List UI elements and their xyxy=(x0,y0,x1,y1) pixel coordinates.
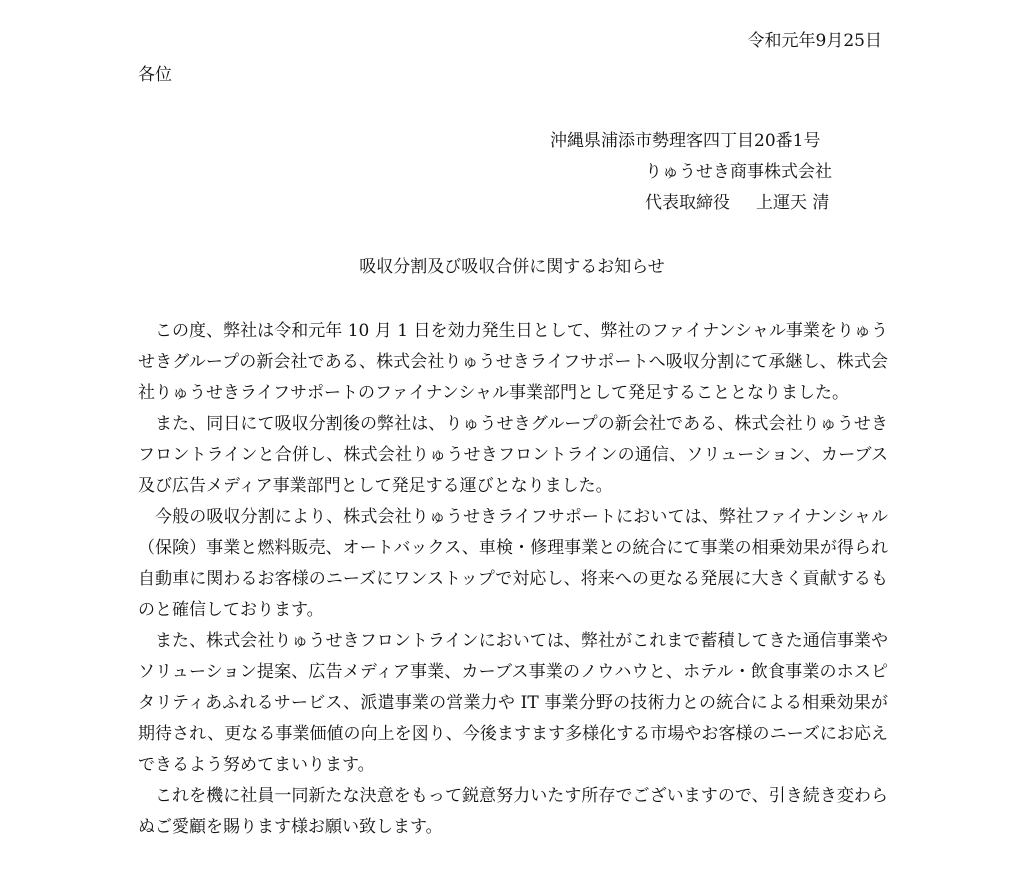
body-paragraph-5: これを機に社員一同新たな決意をもって鋭意努力いたす所存でございますので、引き続き変わらぬご愛顧を賜ります様お願い致します。 xyxy=(138,786,888,837)
representative-name: 上運天 清 xyxy=(756,193,830,213)
body-paragraph-3: 今般の吸収分割により、株式会社りゅうせきライフサポートにおいては、弊社ファイナンシャル（保険）事業と燃料販売、オートバックス、車検・修理事業との統合にて事業の相乗効果が得られ自動車に関わるお客様のニーズにワンストップで対応し、将来への更なる発展に大きく貢献するものと確信しております。 xyxy=(138,507,888,620)
sender-company: りゅうせき商事株式会社 xyxy=(645,162,832,182)
sender-representative xyxy=(550,188,832,219)
notice-title: 吸収分割及び吸収合併に関するお知らせ xyxy=(359,257,665,277)
addressee: 各位 xyxy=(138,65,172,85)
issue-date: 令和元年9月25日 xyxy=(747,31,882,51)
body-paragraph-2: また、同日にて吸収分割後の弊社は、りゅうせきグループの新会社である、株式会社りゅうせきフロントラインと合併し、株式会社りゅうせきフロントラインの通信、ソリューション、カーブス及び広告メディア事業部門として発足する運びとなりました。 xyxy=(138,414,888,496)
notice-body xyxy=(138,316,888,843)
body-paragraph-4: また、株式会社りゅうせきフロントラインにおいては、弊社がこれまで蓄積してきた通信事業やソリューション提案、広告メディア事業、カーブス事業のノウハウと、ホテル・飲食事業のホスピタリティあふれるサービス、派遣事業の営業力や IT 事業分野の技術力との統合による相乗効果が期待され、更なる事業価値の向上を図り、今後ますます多様化する市場やお客様のニーズにお応えできるよう努めてまいります。 xyxy=(138,631,888,775)
sender-address: 沖縄県浦添市勢理客四丁目20番1号 xyxy=(550,131,821,151)
body-paragraph-1: この度、弊社は令和元年 10 月 1 日を効力発生日として、弊社のファイナンシャル事業をりゅうせきグループの新会社である、株式会社りゅうせきライフサポートへ吸収分割にて承継し、株式会社りゅうせきライフサポートのファイナンシャル事業部門として発足することとなりました。 xyxy=(138,321,888,403)
representative-title: 代表取締役 xyxy=(645,193,730,213)
sender-block xyxy=(550,126,832,219)
